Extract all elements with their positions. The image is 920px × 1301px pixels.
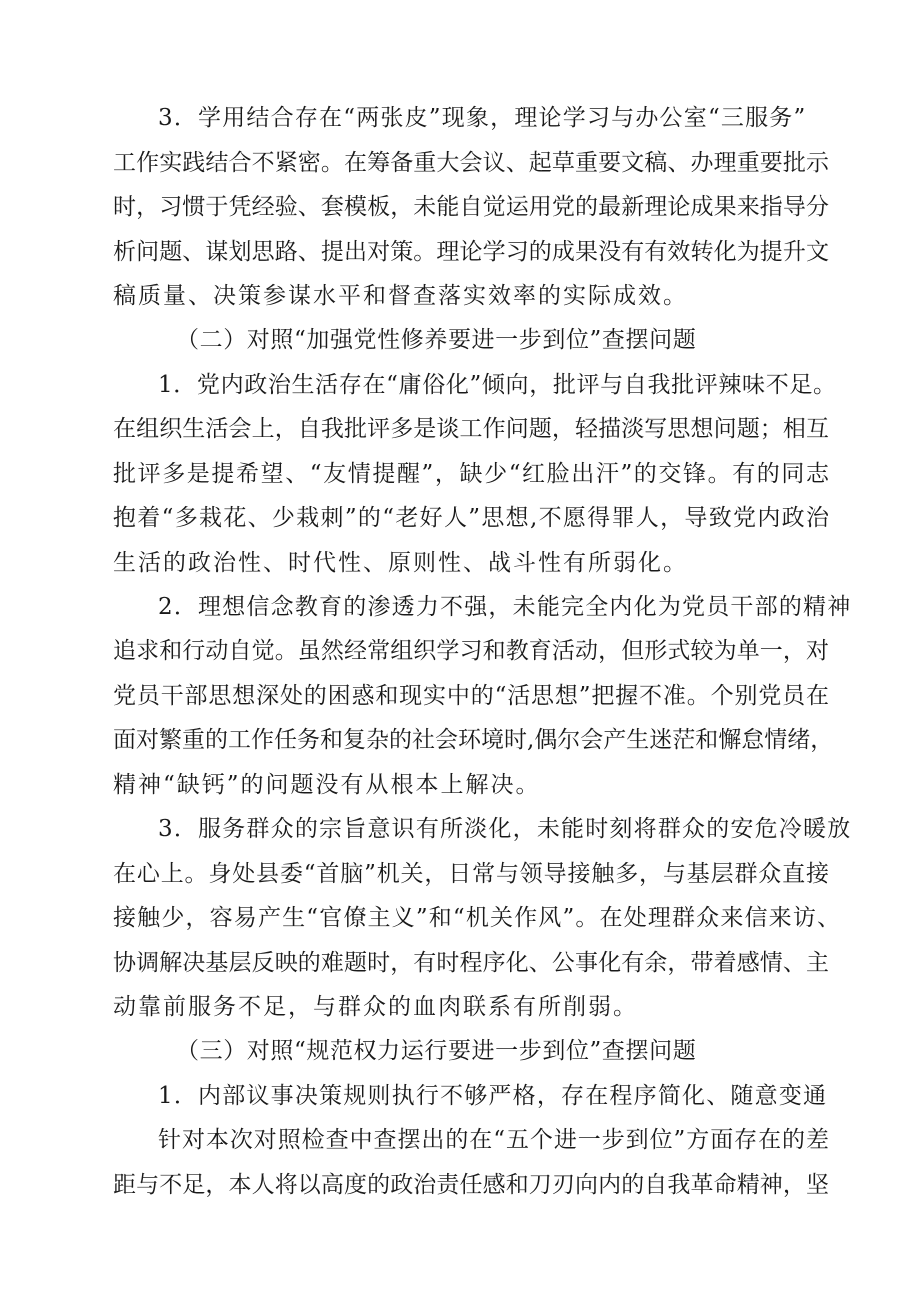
s1-item3-line2: 工作实践结合不紧密。在筹备重大会议、起草重要文稿、办理重要批示 <box>113 150 829 176</box>
s2-item3-line3: 接触少，容易产生“官僚主义”和“机关作风”。在处理群众来信来访、 <box>113 905 840 931</box>
s2-item1-line4: 抱着“多栽花、少栽刺”的“老好人”思想,不愿得罪人，导致党内政治 <box>113 505 829 531</box>
s2-item3-line1: 3．服务群众的宗旨意识有所淡化，未能时刻将群众的安危冷暖放 <box>158 816 852 842</box>
closing-line1: 针对本次对照检查中查摆出的在“五个进一步到位”方面存在的差 <box>158 1127 829 1153</box>
s2-item1-line2: 在组织生活会上，自我批评多是谈工作问题，轻描淡写思想问题；相互 <box>113 416 829 442</box>
section-3-heading: （三）对照“规范权力运行要进一步到位”查摆问题 <box>176 1038 697 1064</box>
s2-item2-line3: 党员干部思想深处的困惑和现实中的“活思想”把握不准。个别党员在 <box>113 683 829 709</box>
s3-item1-line1: 1．内部议事决策规则执行不够严格，存在程序简化、随意变通 <box>158 1083 828 1109</box>
s1-item3-line1: 3．学用结合存在“两张皮”现象，理论学习与办公室“三服务” <box>158 105 807 131</box>
s2-item2-line4: 面对繁重的工作任务和复杂的社会环境时,偶尔会产生迷茫和懈怠情绪， <box>113 727 834 753</box>
s2-item1-line1: 1．党内政治生活存在“庸俗化”倾向，批评与自我批评辣味不足。 <box>158 372 836 398</box>
s2-item1-line5: 生活的政治性、时代性、原则性、战斗性有所弱化。 <box>113 550 688 576</box>
section-2-heading: （二）对照“加强党性修养要进一步到位”查摆问题 <box>176 327 697 353</box>
s2-item3-line2: 在心上。身处县委“首脑”机关，日常与领导接触多，与基层群众直接 <box>113 861 829 887</box>
closing-line2: 距与不足，本人将以高度的政治责任感和刀刃向内的自我革命精神，坚 <box>113 1172 829 1198</box>
s2-item1-line3: 批评多是提希望、“友情提醒”，缺少“红脸出汗”的交锋。有的同志 <box>113 461 829 487</box>
s2-item3-line5: 动靠前服务不足，与群众的血肉联系有所削弱。 <box>113 994 638 1020</box>
s2-item2-line1: 2．理想信念教育的渗透力不强，未能完全内化为党员干部的精神 <box>158 594 852 620</box>
s2-item2-line5: 精神“缺钙”的问题没有从根本上解决。 <box>113 772 541 798</box>
s2-item2-line2: 追求和行动自觉。虽然经常组织学习和教育活动，但形式较为单一，对 <box>113 638 829 664</box>
s1-item3-line5: 稿质量、决策参谋水平和督查落实效率的实际成效。 <box>113 283 688 309</box>
s1-item3-line3: 时，习惯于凭经验、套模板，未能自觉运用党的最新理论成果来指导分 <box>113 194 829 220</box>
s1-item3-line4: 析问题、谋划思路、提出对策。理论学习的成果没有有效转化为提升文 <box>113 239 829 265</box>
s2-item3-line4: 协调解决基层反映的难题时，有时程序化、公事化有余，带着感情、主 <box>113 950 829 976</box>
